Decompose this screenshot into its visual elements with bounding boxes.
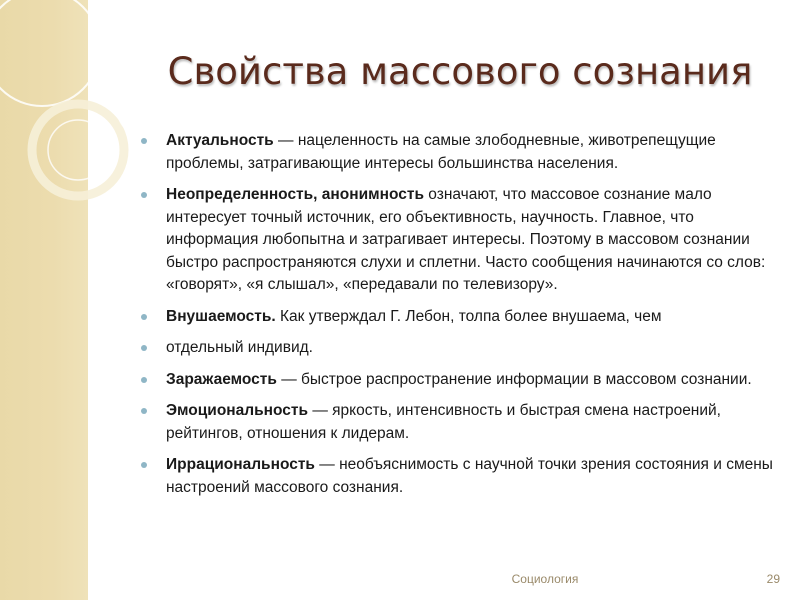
bullet-icon bbox=[141, 314, 147, 320]
item-term: Внушаемость. bbox=[166, 307, 276, 325]
decorative-circle-small bbox=[118, 90, 162, 134]
decorative-circle-inner bbox=[48, 120, 108, 180]
list-item bbox=[138, 400, 778, 445]
decorative-circle-ring bbox=[32, 104, 124, 196]
item-text: — яркость, интенсивность и быстрая смена настроений, рейтингов, отношения к лидерам. bbox=[166, 402, 721, 442]
bullet-icon bbox=[141, 377, 147, 383]
list-item bbox=[138, 130, 778, 175]
decorative-circle-large bbox=[0, 0, 100, 106]
item-term: Заражаемость bbox=[166, 370, 277, 388]
bullet-list bbox=[138, 130, 778, 508]
bullet-icon bbox=[141, 138, 147, 144]
item-text: отдельный индивид. bbox=[166, 339, 313, 356]
list-item bbox=[138, 306, 778, 329]
bullet-icon bbox=[141, 345, 147, 351]
slide-title: Свойства массового сознания bbox=[167, 50, 753, 93]
list-item bbox=[138, 369, 778, 392]
item-text: Как утверждал Г. Лебон, толпа более внушаема, чем bbox=[275, 307, 662, 325]
item-text: означают, что массовое сознание мало интересует точный источник, его объективность, научность. Главное, что информация любопытна и затрагивает интересы. Поэтому в массовом сознании быстро распространяются слухи и сплетни. Часто сообщения начинаются со слов: «говорят», «я слышал», «передавали по телевизору». bbox=[166, 186, 766, 293]
bullet-icon bbox=[141, 408, 147, 414]
list-item bbox=[138, 184, 778, 297]
page-number: 29 bbox=[766, 572, 780, 586]
item-term: Эмоциональность bbox=[166, 402, 309, 419]
item-term: Актуальность bbox=[166, 132, 274, 149]
item-text: — нацеленность на самые злободневные, животрепещущие проблемы, затрагивающие интересы большинства населения. bbox=[166, 132, 716, 172]
item-term: Неопределенность, анонимность bbox=[166, 186, 424, 203]
footer-subject: Социология bbox=[511, 572, 579, 586]
item-term: Иррациональность bbox=[166, 456, 315, 473]
list-item bbox=[138, 337, 778, 360]
bullet-icon bbox=[141, 462, 147, 468]
list-item bbox=[138, 454, 778, 499]
item-text: — быстрое распространение информации в массовом сознании. bbox=[276, 370, 752, 388]
bullet-icon bbox=[141, 192, 147, 198]
item-text: — необъяснимость с научной точки зрения состояния и смены настроений массового сознания. bbox=[166, 456, 773, 496]
